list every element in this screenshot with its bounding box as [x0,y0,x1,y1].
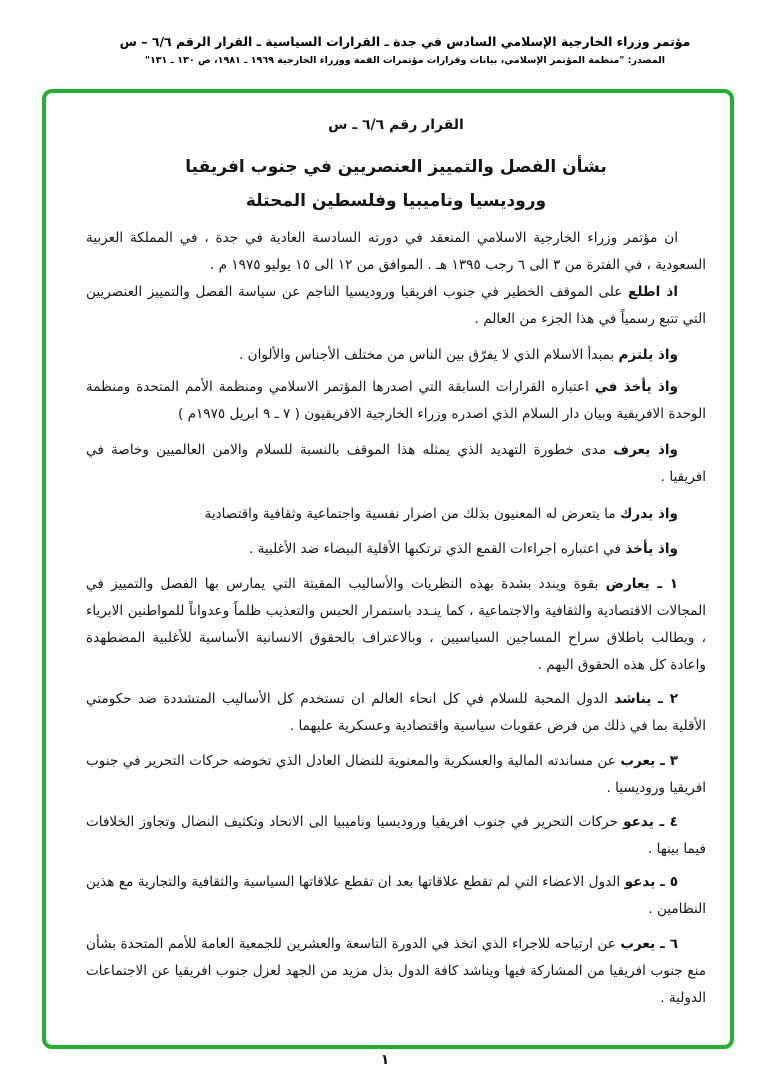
preamble-paragraph [86,342,706,369]
paragraph-text: اعتباره القرارات السابقة التي اصدرها المؤتمر الاسلامي ومنظمة الأمم المتحدة ومنظمة الوحدة الافريقية وبيان دار السلام الذي اصدره وزراء الخارجية الافريقيون ( ٧ ـ ٩ ابريل ١٩٧٥م ) [86,379,706,422]
paragraph-text: على الموقف الخطير في جنوب افريقيا وروديسيا الناجم عن سياسة الفصل والتمييز العنصريين التي تتبع رسمياً في هذا الجزء من العالم . [86,284,706,327]
resolution-title-text: بشأن الفصل والتمييز العنصريين في جنوب افريقيا وروديسيا وناميبيا وفلسطين المحتلة [185,157,607,211]
clause-text: عن ارتياحه للاجراء الذي اتخذ في الدورة التاسعة والعشرين للجمعية العامة للأمم المتحدة بشأن منع جنوب افريقيا من المشاركة فيها ويناشد كافة الدول بذل مزيد من الجهد لعزل جنوب افريقيا عن الاجتماعات الدولية . [86,936,706,1006]
paragraph-lead: واذ يدرك [619,506,678,522]
paragraph-text: مدى خطورة التهديد الذي يمثله هذا الموقف بالنسبة للسلام والامن العالميين وخاصة في افريقيا . [86,442,706,485]
resolution-number: القرار رقم ٦/٦ ـ س [328,117,464,133]
preamble-paragraph [86,437,706,491]
preamble-paragraph [86,374,706,428]
paragraph-lead: واذ يأخذ في [594,379,678,395]
clause-lead: ٣ ـ يعرب [620,753,678,769]
paragraph-lead: اذ اطلع [628,284,678,300]
clause-text: الدول الاعضاء التي لم تقطع علاقاتها بعد ان تقطع علاقاتها السياسية والثقافية والتجارية مع هذين النظامين . [86,874,706,917]
clause-text: بقوة ويندد بشدة بهذه النظريات والأساليب المقيتة التي يمارس بها الفصل والتمييز في المجالات الاقتصادية والثقافية والاجتماعية ، كما ينـدد باستمرار الحبس والتعذيب ظلماً وعدواناً للمواطنين الابرياء ، ويطالب باطلاق سراح المساجين السياسيين ، وبالاعتراف بالحقوق الانسانية الأساسية للأغلبية المضطهدة واعادة كل هذه الحقوق اليهم . [86,576,706,673]
page-number: ١ [380,1052,390,1068]
clause-6 [86,931,706,1012]
clause-2 [86,686,706,740]
document-header-title: مؤتمر وزراء الخارجية الإسلامي السادس في جدة ـ القرارات السياسية ـ القرار الرقم ٦/٦ – س [119,34,691,49]
preamble-paragraph [86,279,706,333]
clause-5 [86,869,706,923]
preamble-paragraph [86,225,706,279]
clause-lead: ٦ ـ يعرب [620,936,678,952]
preamble-paragraph [86,536,706,563]
clause-lead: ٥ ـ يدعو [624,874,678,890]
paragraph-text: بمبدأ الاسلام الذي لا يفرّق بين الناس من مختلف الأجناس والألوان . [238,347,619,363]
preamble-paragraph [86,501,706,528]
paragraph-text: ان مؤتمر وزراء الخارجية الاسلامي المنعقد في دورته السادسة العادية في جدة ، في المملكة العربية السعودية ، في الفترة من ٣ الى ٦ رجب ١٣٩٥ هـ . الموافق من ١٢ الى ١٥ يوليو ١٩٧٥ م . [86,230,706,273]
clause-3 [86,748,706,802]
clause-text: الدول المحبة للسلام في كل انحاء العالم ان تستخدم كل الأساليب المتشددة ضد حكومتي الأقلية بما في ذلك من فرض عقوبات سياسية واقتصادية وعسكرية عليهما . [86,691,706,734]
document-source-citation: المصدر: "منظمة المؤتمر الإسلامي، بيانات وقرارات مؤتمرات القمة ووزراء الخارجية ١٩٦٩ ـ ١٩٨١، ص ١٣٠ ـ ١٣١" [145,55,665,66]
clause-text: حركات التحرير في جنوب افريقيا وروديسيا وناميبيا الى الاتحاد وتكثيف النضال وتجاوز الخلافات فيما بينها . [86,814,706,857]
paragraph-lead: واذ يأخذ [625,541,678,557]
clause-lead: ٤ ـ يدعو [623,814,678,830]
clause-1 [86,571,706,679]
clause-lead: ١ ـ يعارض [605,576,678,592]
paragraph-lead: واذ يلتزم [618,347,678,363]
resolution-title [86,150,706,218]
paragraph-text: في اعتباره اجراءات القمع الذي ترتكبها الأقلية البيضاء ضد الأغلبية . [248,541,626,557]
paragraph-lead: واذ يعرف [613,442,678,458]
clause-lead: ٢ ـ يناشد [614,691,678,707]
clause-text: عن مساندته المالية والعسكرية والمعنوية للنضال العادل الذي تخوضه حركات التحرير في جنوب افريقيا وروديسيا . [86,753,706,796]
paragraph-text: ما يتعرض له المعنيون بذلك من اضرار نفسية واجتماعية وثقافية واقتصادية [204,506,620,522]
clause-4 [86,809,706,863]
